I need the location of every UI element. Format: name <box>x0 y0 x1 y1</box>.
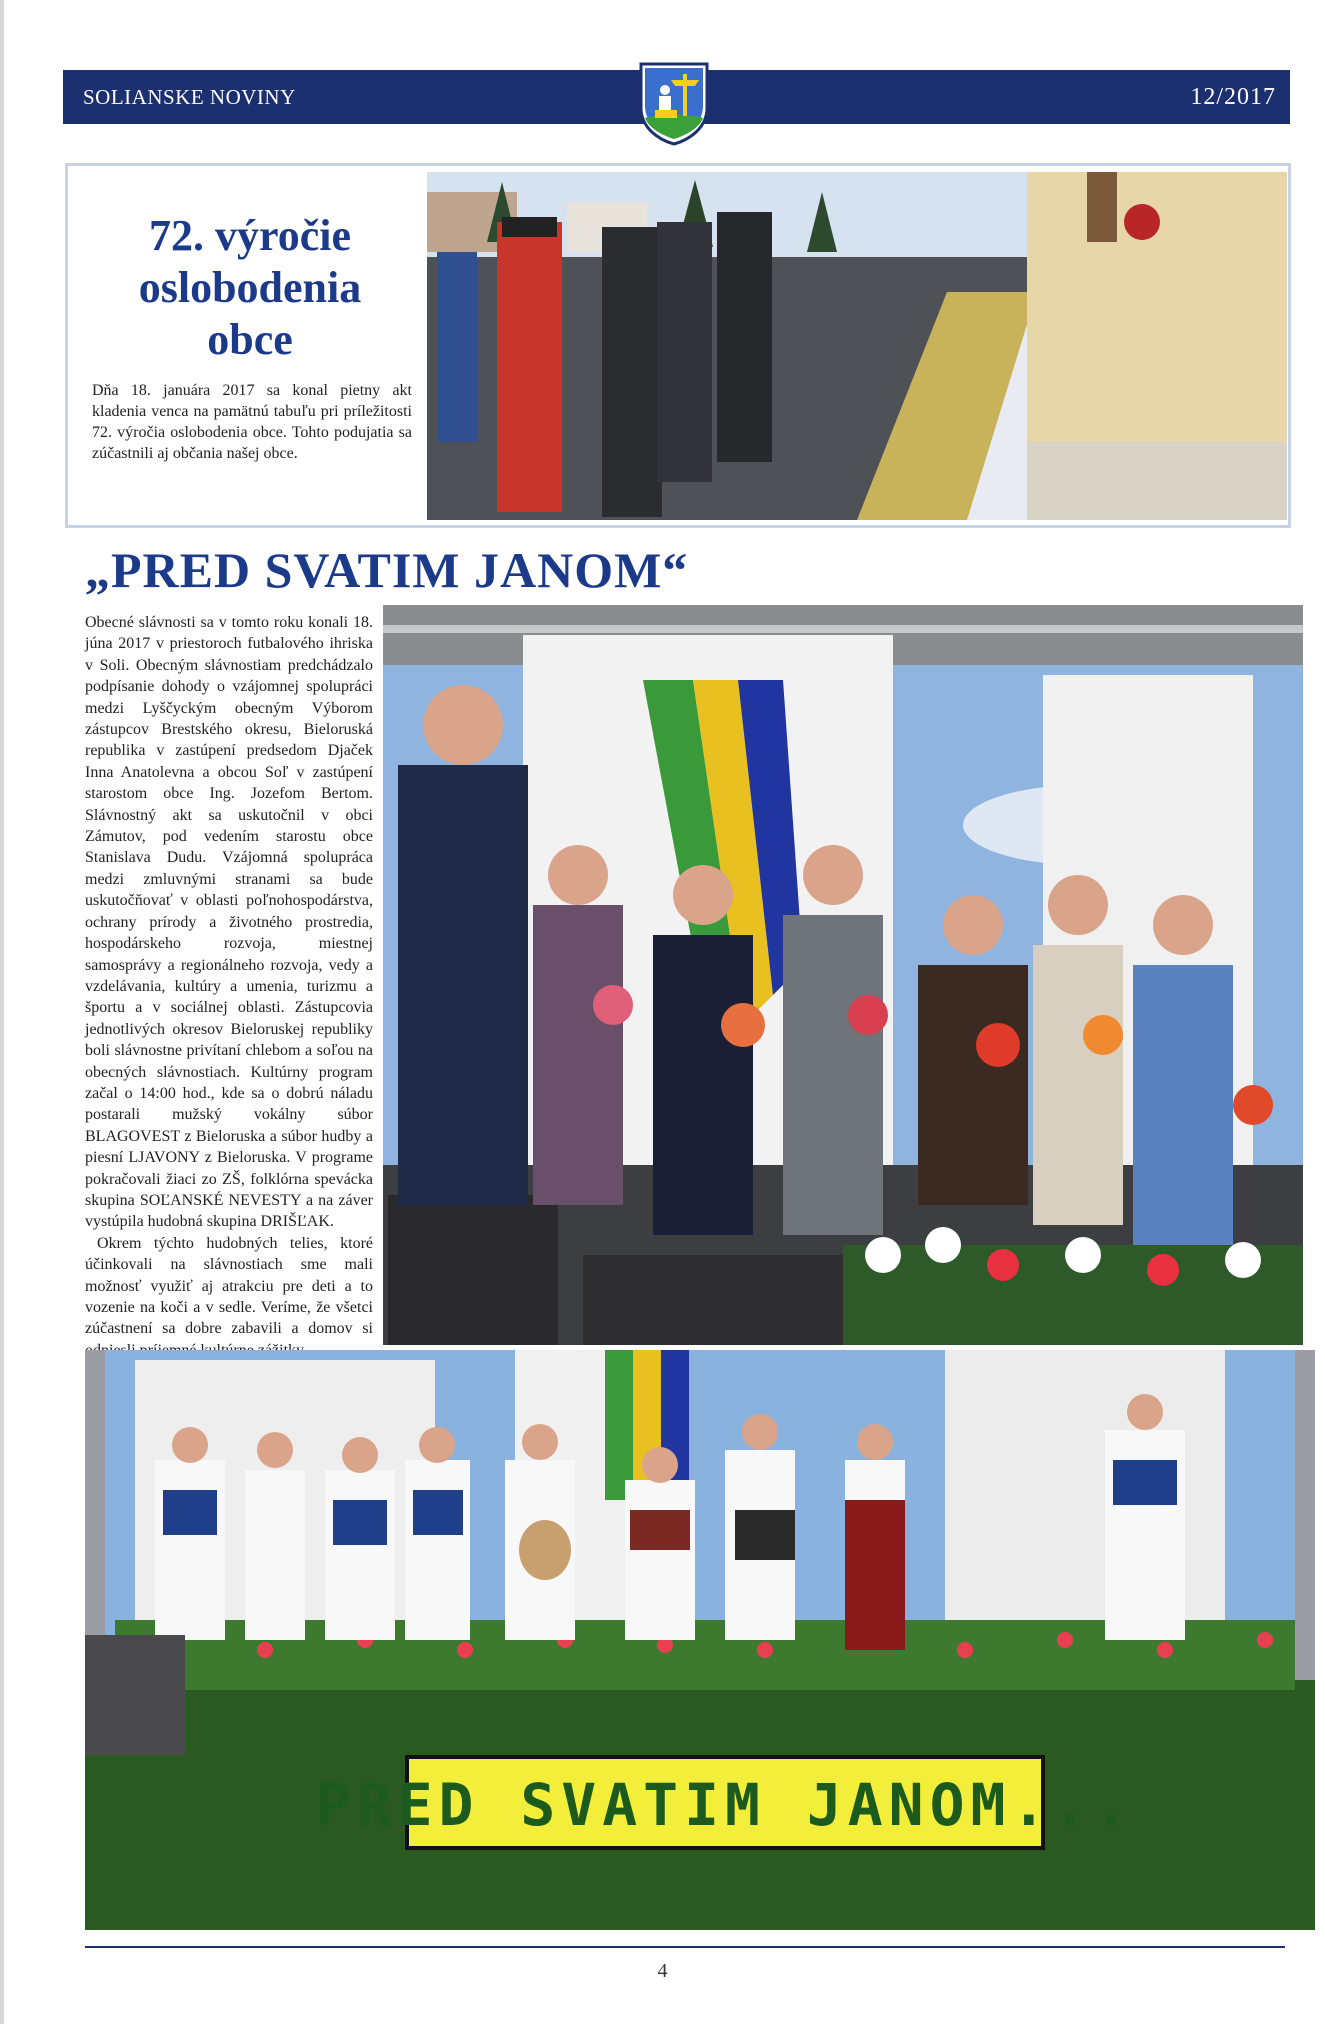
municipal-crest-icon <box>637 60 711 146</box>
article2-paragraph: Okrem týchto hudobných telies, ktoré účinkovali na slávnostiach sme mali možnosť využiť aj atrakciu pre deti a to vozenie na koči a v sedle. Veríme, že všetci zúčastnení sa dobre zabavili a domov si <box>85 1234 373 1338</box>
article1-title <box>80 210 420 366</box>
stage-banner-text: PRED SVATIM JANOM... <box>315 1771 1135 1839</box>
publication-name: SOLIANSKE NOVINY <box>83 85 296 109</box>
article1-body: Dňa 18. januára 2017 sa konal pietny akt kladenia venca na pamätnú tabuľu pri príležitosti 72. výročia oslobodenia obce. Tohto podujatia sa zúčastnili aj občania našej obce. <box>92 382 412 462</box>
article1-title-line: obce <box>207 315 293 364</box>
photo-memorial-ceremony <box>427 172 1287 520</box>
page-number: 4 <box>657 1960 668 1982</box>
photo-agreement-ceremony <box>383 605 1303 1345</box>
page-edge <box>0 0 4 2024</box>
article2-body <box>85 612 373 1361</box>
footer-rule <box>85 1946 1285 1948</box>
photo-folk-ensemble <box>85 1350 1315 1930</box>
article2-title: „PRED SVATIM JANOM“ <box>85 542 689 598</box>
article1-title-line: 72. výročie <box>148 211 352 260</box>
article1-title-line: oslobodenia <box>138 263 362 312</box>
issue-number: 12/2017 <box>1190 84 1276 110</box>
article2-paragraph: Obecné slávnosti sa v tomto roku konali 18. júna 2017 v priestoroch futbalového ihriska v Soli. Obecným slávnostiam predchádzalo podpísanie dohody o vzájomnej spolupráci medzi Lyščyckým obecným Výborom zástupcov Brestského okresu, Bieloruská republika v zastúpení predsedom Djaček Inna Anatolevna a obcou Soľ v zastúpení starostom obce Ing. Jozefom Bertom. Slávnostný akt sa uskutočnil v obci Zámutov, pod vedením starostu obce Stanislava Dudu. Vzájomná spolupráca medzi zmluvnými stranami sa bude uskutočňovať v oblasti poľnohospodárstva, ochrany prírody a životného prostredia, hospodárskeho rozvoja, miestnej samosprávy a regionálneho rozvoja, vedy a vzdelávania, kultúry a umenia, turizmu a športu a v sociálnej oblasti. Zástupcovia jednotlivých okresov Bieloruskej republiky boli slávnostne privítaní chlebom a soľou na obecných slávnostiach. Kultúrny program začal o 14:00 hod., kde sa o dobrú náladu postarali mužský vokálny súbor BLAGOVEST z Bieloruska a súbor hudby a piesní LJAVONY z Bieloruska. V programe pokračovali žiaci zo ZŠ, folklórna spevácka skupina SOĽANSKÉ NEVESTY a na záver vystúpila hudobná skupina DRIŠĽAK. <box>85 614 373 1231</box>
